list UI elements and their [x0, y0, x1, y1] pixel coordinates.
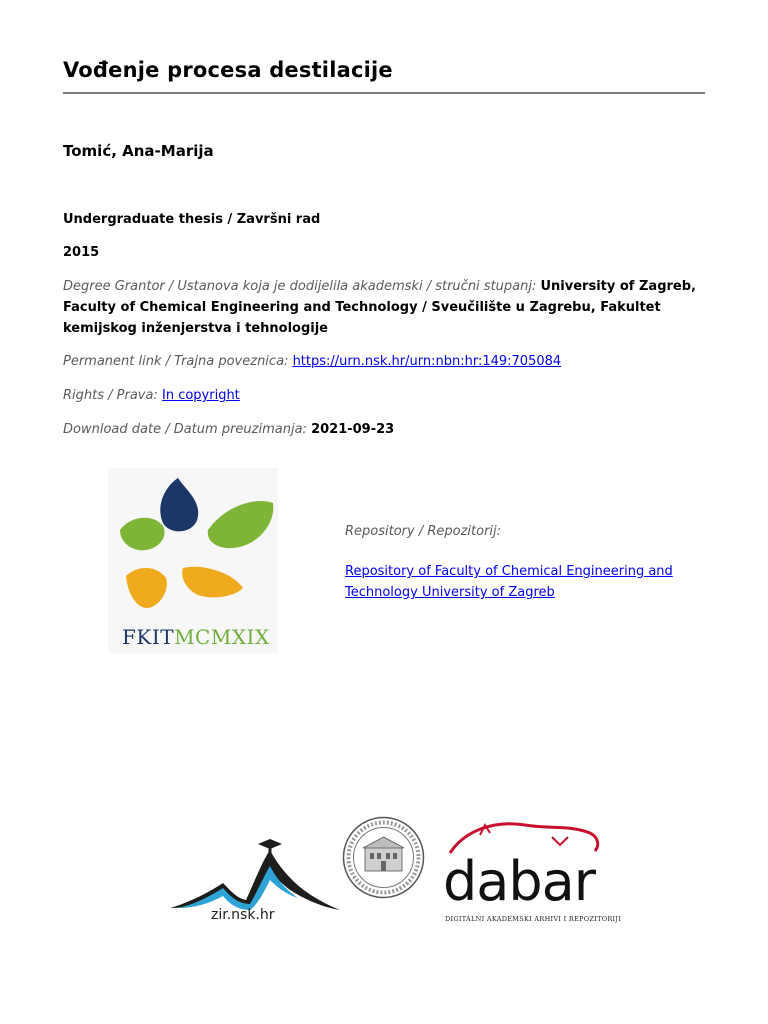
degree-grantor-label: Degree Grantor / Ustanova koja je dodijelila akademski / stručni stupanj: [63, 279, 537, 294]
degree-grantor-value: University of Zagreb, Faculty of Chemical Engineering and Technology / Sveučilište u Zagrebu, Fakultet kemijskog inženjerstva i tehnologije [63, 279, 696, 336]
fkit-wordmark-part1: FKIT [122, 625, 175, 649]
permanent-link-row [63, 351, 708, 372]
permanent-link-label: Permanent link / Trajna poveznica: [63, 354, 289, 369]
document-title: Vođenje procesa destilacije [63, 58, 393, 82]
rights-label: Rights / Prava: [63, 388, 158, 403]
download-date-value: 2021-09-23 [311, 422, 395, 437]
repository-row [345, 561, 675, 603]
permanent-link[interactable]: https://urn.nsk.hr/urn:nbn:hr:149:705084 [292, 354, 562, 369]
degree-grantor-row [63, 276, 708, 339]
document-type: Undergraduate thesis / Završni rad [63, 212, 321, 227]
rights-link[interactable]: In copyright [161, 388, 240, 403]
repository-link[interactable]: Repository of Faculty of Chemical Engineering and Technology University of Zagreb [345, 564, 673, 600]
university-seal-icon [341, 815, 426, 900]
fkit-wordmark-part2: MCMXIX [174, 625, 270, 649]
download-date-label: Download date / Datum preuzimanja: [63, 422, 307, 437]
document-year: 2015 [63, 245, 100, 260]
dabar-wordmark: dabar [443, 850, 595, 913]
dabar-subtitle: DIGITALNI AKADEMSKI ARHIVI I REPOZITORIJI [445, 915, 622, 923]
download-date-row [63, 419, 708, 440]
rights-row [63, 385, 708, 406]
author-name: Tomić, Ana-Marija [63, 142, 214, 160]
fkit-wordmark [122, 625, 270, 649]
title-divider [63, 92, 705, 94]
zir-label: zir.nsk.hr [211, 907, 275, 923]
repository-label: Repository / Repozitorij: [345, 524, 502, 539]
